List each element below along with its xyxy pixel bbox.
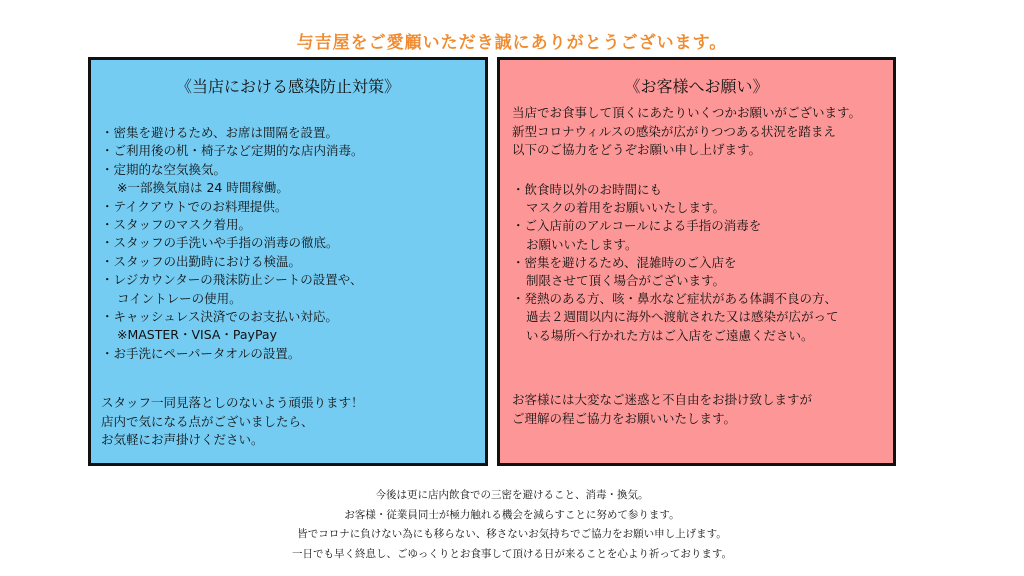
closing-line: スタッフ一同見落としのないよう頑張ります！ bbox=[101, 395, 364, 410]
customer-requests-panel bbox=[497, 57, 896, 466]
list-item: ・ご入店前のアルコールによる手指の消毒を bbox=[512, 218, 762, 234]
list-item: ・テイクアウトでのお料理提供。 bbox=[101, 198, 288, 214]
list-item: ・キャッシュレス決済でのお支払い対応。 bbox=[101, 309, 338, 325]
footer-line: 皆でコロナに負けない為にも移らない、移さないお気持ちでご協力をお願い申し上げます。 bbox=[297, 528, 727, 541]
panel-title-requests: 《お客様へお願い》 bbox=[624, 77, 769, 96]
list-item-continuation: 過去２週間以内に海外へ渡航された又は感染が広がって bbox=[526, 309, 839, 325]
list-item-note: ※一部換気扇は 24 時間稼働。 bbox=[117, 180, 289, 196]
footer-message bbox=[0, 486, 1024, 564]
list-item: ・お手洗にペーパータオルの設置。 bbox=[101, 345, 301, 361]
footer-line: 今後は更に店内飲食での三密を避けること、消毒・換気。 bbox=[375, 489, 649, 501]
intro-line: 以下のご協力をどうぞお願い申し上げます。 bbox=[512, 142, 762, 158]
list-item-note: ※MASTER・VISA・PayPay bbox=[117, 327, 277, 343]
list-item-continuation: いる場所へ行かれた方はご入店をご遠慮ください。 bbox=[526, 327, 814, 343]
list-item: ・密集を避けるため、お席は間隔を設置。 bbox=[101, 125, 339, 140]
list-item: ・スタッフの出勤時における検温。 bbox=[101, 253, 302, 269]
list-item: ・定期的な空気換気。 bbox=[101, 161, 227, 177]
list-item: ・密集を避けるため、混雑時のご入店を bbox=[512, 254, 737, 270]
intro-line: 当店でお食事して頂くにあたりいくつかお願いがございます。 bbox=[512, 105, 862, 120]
requests-intro bbox=[512, 104, 861, 160]
list-item: ・レジカウンターの飛沫防止シートの設置や、 bbox=[101, 272, 363, 288]
list-item: ・スタッフの手洗いや手指の消毒の徹底。 bbox=[101, 235, 339, 251]
panel-title-prevention: 《当店における感染防止対策》 bbox=[175, 77, 400, 96]
closing-line: お客様には大変なご迷惑と不自由をお掛け致しますが bbox=[512, 392, 813, 407]
closing-line: ご理解の程ご協力をお願いいたします。 bbox=[512, 410, 737, 426]
closing-line: 店内で気になる点がございましたら、 bbox=[101, 413, 314, 429]
staff-closing-message bbox=[101, 394, 364, 450]
list-item: ・ご利用後の机・椅子など定期的な店内消毒。 bbox=[101, 143, 364, 159]
list-item: ・発熱のある方、咳・鼻水など症状がある体調不良の方、 bbox=[512, 291, 838, 307]
list-item: ・飲食時以外のお時間にも bbox=[512, 182, 663, 197]
list-item: ・スタッフのマスク着用。 bbox=[101, 217, 252, 233]
customer-requests-list bbox=[512, 181, 839, 345]
closing-line: お気軽にお声掛けください。 bbox=[101, 432, 264, 447]
prevention-measures-list bbox=[101, 124, 364, 363]
page-heading: 与吉屋をご愛顧いただき誠にありがとうございます。 bbox=[296, 33, 728, 53]
footer-line: 一日でも早く終息し、ごゆっくりとお食事して頂ける日が来ることを心より祈っております。 bbox=[291, 547, 733, 560]
intro-line: 新型コロナウィルスの感染が広がりつつある状況を踏まえ bbox=[512, 123, 836, 139]
list-item-continuation: コイントレーの使用。 bbox=[117, 290, 242, 306]
list-item-continuation: 制限させて頂く場合がございます。 bbox=[526, 273, 726, 289]
list-item-continuation: マスクの着用をお願いいたします。 bbox=[526, 200, 726, 216]
customer-closing-message bbox=[512, 391, 812, 428]
footer-line: お客様・従業員同士が極力触れる機会を減らすことに努めて参ります。 bbox=[344, 508, 680, 521]
list-item-continuation: お願いいたします。 bbox=[526, 236, 638, 252]
infection-prevention-panel bbox=[88, 57, 488, 466]
